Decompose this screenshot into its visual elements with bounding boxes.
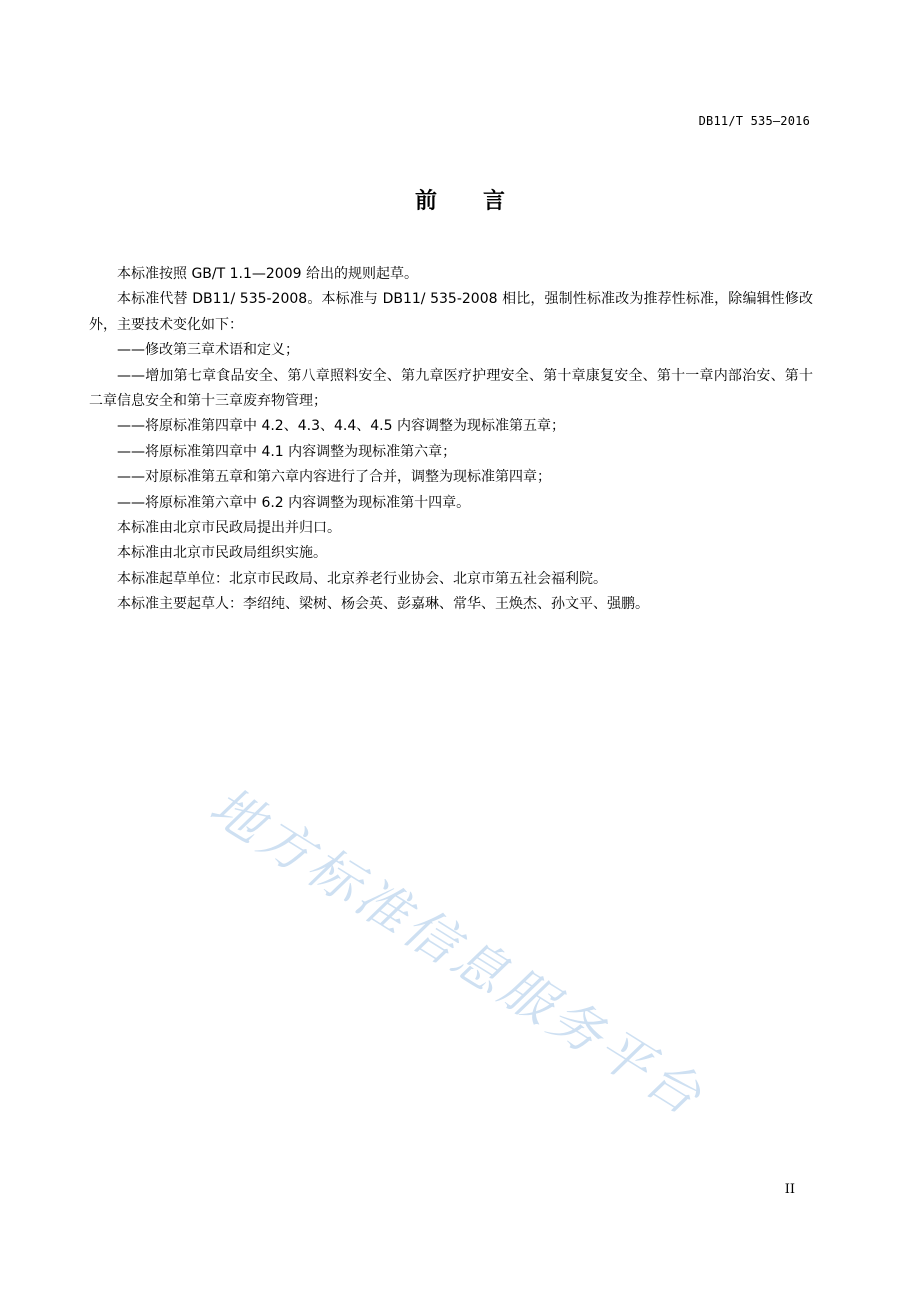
change-item: ——修改第三章术语和定义； [117, 342, 299, 359]
paragraph-replacement: 本标准代替 DB11/ 535-2008。本标准与 DB11/ 535-2008 相比，强制性标准改为推荐性标准，除编辑性修改外，主要技术变化如下： [89, 291, 813, 333]
watermark-text: 地方标准信息服务平台 [199, 776, 715, 1129]
title-char-2: 言 [483, 189, 506, 214]
paragraph-drafters: 本标准主要起草人：李绍纯、梁树、杨会英、彭嘉琳、常华、王焕杰、孙文平、强鹏。 [117, 596, 649, 613]
paragraph-implementer: 本标准由北京市民政局组织实施。 [117, 545, 327, 562]
change-item: ——将原标准第四章中 4.2、4.3、4.4、4.5 内容调整为现标准第五章； [117, 418, 565, 435]
change-item: ——将原标准第四章中 4.1 内容调整为现标准第六章； [117, 443, 457, 460]
page-title [0, 184, 920, 215]
standard-code: DB11/T 535—2016 [698, 114, 810, 128]
foreword-body [89, 262, 813, 618]
title-char-1: 前 [414, 189, 437, 214]
page-number: II [784, 1182, 795, 1197]
paragraph-proposer: 本标准由北京市民政局提出并归口。 [117, 520, 341, 537]
change-item: ——对原标准第五章和第六章内容进行了合并，调整为现标准第四章； [117, 469, 551, 486]
change-item: ——将原标准第六章中 6.2 内容调整为现标准第十四章。 [117, 494, 471, 511]
paragraph-drafting-rule: 本标准按照 GB/T 1.1—2009 给出的规则起草。 [117, 266, 418, 282]
change-item: ——增加第七章食品安全、第八章照料安全、第九章医疗护理安全、第十章康复安全、第十一章内部治安、第十二章信息安全和第十三章废弃物管理； [89, 367, 813, 410]
paragraph-drafting-units: 本标准起草单位：北京市民政局、北京养老行业协会、北京市第五社会福利院。 [117, 570, 607, 587]
